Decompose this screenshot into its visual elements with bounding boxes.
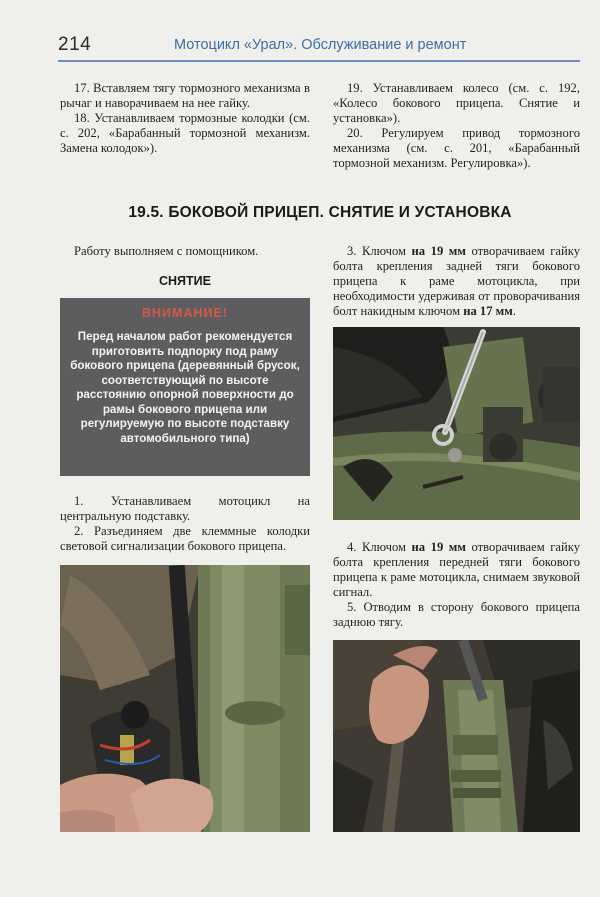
photo-rear-link-removal [333,640,580,832]
step-3-part: . [512,304,516,318]
top-right-text [333,81,580,171]
page-number: 214 [58,34,92,55]
step-19: 19. Устанавливаем колесо (см. с. 192, «Колесо бокового прицепа. Снятие и установка»). [333,81,580,125]
section-title: 19.5. БОКОВОЙ ПРИЦЕП. СНЯТИЕ И УСТАНОВКА [128,204,512,221]
header-rule [58,60,580,62]
top-left-text [60,81,310,156]
step-4 [333,540,580,600]
step-17: 17. Вставляем тягу тормозного механизма в рычаг и наворачиваем на нее гайку. [60,81,310,110]
step-20: 20. Регулируем привод тормозного механизма (см. с. 201, «Барабанный тормозной механизм. Регулировка»). [333,126,580,170]
photo-connector-graphic [60,565,310,832]
intro-text [60,244,310,259]
photo-connector-blocks [60,565,310,832]
warning-box [60,298,310,476]
step-4-part: отворачиваем гайку болта крепления передней тяги бокового прицепа к раме мотоцикла, снимаем звуковой сигнал. [333,540,580,599]
step-3 [333,244,580,319]
warning-text: Перед началом работ рекомендуется приготовить подпорку под раму бокового прицепа (деревянный брусок, соответствующий по высоте расстоянию опорной поверхности до рамы бокового прицепа или регулируемую по высоте подставку автомобильного типа) [70,330,300,445]
step-1: 1. Устанавливаем мотоцикл на центральную подставку. [60,494,310,523]
page-header [0,0,600,70]
photo-rear-link-wrench [333,327,580,520]
removal-subheading: СНЯТИЕ [159,274,211,288]
step-2: 2. Разъединяем две клеммные колодки световой сигнализации бокового прицепа. [60,524,310,553]
left-steps [60,494,310,554]
warning-title: ВНИМАНИЕ! [142,306,228,320]
step-5: 5. Отводим в сторону бокового прицепа заднюю тягу. [333,600,580,629]
running-title: Мотоцикл «Урал». Обслуживание и ремонт [174,37,467,53]
step-3-part: отворачиваем гайку болта крепления задней тяги бокового прицепа к раме мотоцикла, при необходимости удерживая от проворачивания болт накидным ключом [333,244,580,318]
steps-4-5-text [333,540,580,630]
step-3-text [333,244,580,319]
step-3-size-19: на 19 мм [411,244,466,258]
photo-link-graphic [333,640,580,832]
step-3-part: 3. Ключом [347,244,412,258]
photo-wrench-graphic [333,327,580,520]
step-4-part: 4. Ключом [347,540,412,554]
step-3-size-17: на 17 мм [463,304,513,318]
intro-line: Работу выполняем с помощником. [74,244,259,258]
step-18: 18. Устанавливаем тормозные колодки (см. с. 202, «Барабанный тормозной механизм. Замена колодок»). [60,111,310,155]
step-4-size-19: на 19 мм [411,540,466,554]
